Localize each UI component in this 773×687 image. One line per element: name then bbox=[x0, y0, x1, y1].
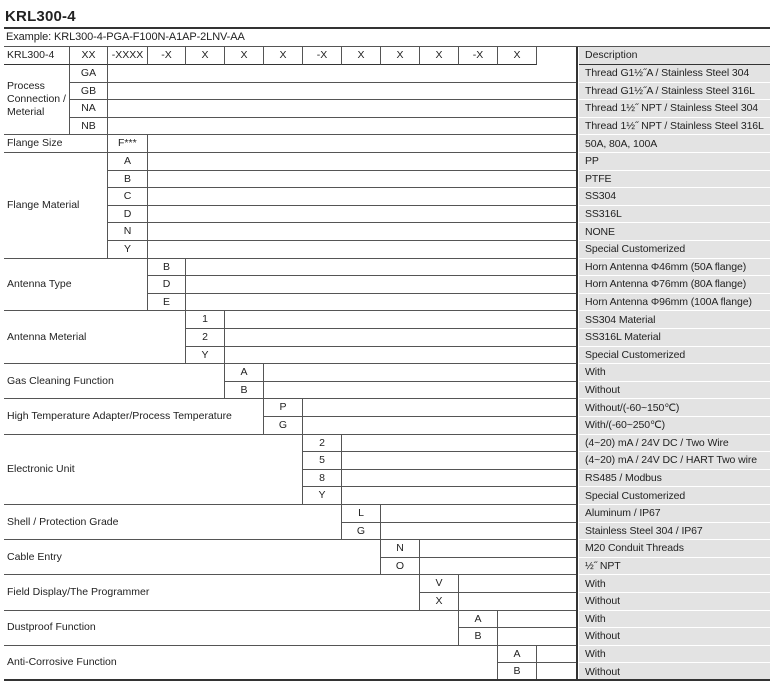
option-filler-7-0 bbox=[342, 435, 576, 453]
option-code-0-1: GB bbox=[70, 83, 108, 101]
option-filler-9-1 bbox=[420, 558, 576, 576]
option-filler-11-1 bbox=[498, 628, 576, 646]
option-description-6-1: With/(-60~250℃) bbox=[579, 417, 770, 435]
title-rule bbox=[4, 27, 770, 29]
option-code-8-0: L bbox=[342, 505, 381, 523]
option-description-9-0: M20 Conduit Threads bbox=[579, 540, 770, 558]
option-filler-11-0 bbox=[498, 611, 576, 629]
group-label-10: Field Display/The Programmer bbox=[4, 575, 420, 610]
option-code-7-1: 5 bbox=[303, 452, 342, 470]
option-code-7-0: 2 bbox=[303, 435, 342, 453]
header-code-0: KRL300-4 bbox=[4, 47, 70, 65]
option-filler-2-5 bbox=[148, 241, 576, 259]
description-header: Description bbox=[579, 47, 770, 65]
option-description-5-1: Without bbox=[579, 382, 770, 400]
option-description-11-0: With bbox=[579, 611, 770, 629]
header-code-12: X bbox=[498, 47, 537, 65]
option-code-2-3: D bbox=[108, 206, 148, 224]
option-filler-1-0 bbox=[148, 135, 576, 153]
option-filler-10-1 bbox=[459, 593, 576, 611]
option-description-3-1: Horn Antenna Φ76mm (80A flange) bbox=[579, 276, 770, 294]
option-filler-2-4 bbox=[148, 223, 576, 241]
option-description-2-3: SS316L bbox=[579, 206, 770, 224]
option-description-9-1: ½˝ NPT bbox=[579, 558, 770, 576]
option-description-12-0: With bbox=[579, 646, 770, 664]
option-code-5-0: A bbox=[225, 364, 264, 382]
option-code-0-0: GA bbox=[70, 65, 108, 83]
option-filler-5-1 bbox=[264, 382, 576, 400]
group-label-8: Shell / Protection Grade bbox=[4, 505, 342, 540]
option-code-4-0: 1 bbox=[186, 311, 225, 329]
option-filler-10-0 bbox=[459, 575, 576, 593]
option-filler-2-1 bbox=[148, 171, 576, 189]
option-description-0-2: Thread 1½˝ NPT / Stainless Steel 304 bbox=[579, 100, 770, 118]
option-code-2-1: B bbox=[108, 171, 148, 189]
option-filler-0-1 bbox=[108, 83, 576, 101]
option-description-0-1: Thread G1½˝A / Stainless Steel 316L bbox=[579, 83, 770, 101]
group-label-11: Dustproof Function bbox=[4, 611, 459, 646]
group-label-7: Electronic Unit bbox=[4, 435, 303, 505]
option-code-5-1: B bbox=[225, 382, 264, 400]
option-description-2-1: PTFE bbox=[579, 171, 770, 189]
option-description-1-0: 50A, 80A, 100A bbox=[579, 135, 770, 153]
option-code-1-0: F*** bbox=[108, 135, 148, 153]
option-filler-0-0 bbox=[108, 65, 576, 83]
option-code-2-5: Y bbox=[108, 241, 148, 259]
option-filler-4-0 bbox=[225, 311, 576, 329]
option-code-9-1: O bbox=[381, 558, 420, 576]
option-filler-2-0 bbox=[148, 153, 576, 171]
option-code-6-0: P bbox=[264, 399, 303, 417]
header-code-6: X bbox=[264, 47, 303, 65]
option-filler-8-1 bbox=[381, 523, 576, 541]
header-code-9: X bbox=[381, 47, 420, 65]
header-code-2: -XXXX bbox=[108, 47, 148, 65]
option-filler-7-2 bbox=[342, 470, 576, 488]
header-code-4: X bbox=[186, 47, 225, 65]
option-code-10-1: X bbox=[420, 593, 459, 611]
option-code-4-1: 2 bbox=[186, 329, 225, 347]
option-description-2-4: NONE bbox=[579, 223, 770, 241]
option-description-10-0: With bbox=[579, 575, 770, 593]
option-description-0-0: Thread G1½˝A / Stainless Steel 304 bbox=[579, 65, 770, 83]
option-code-4-2: Y bbox=[186, 347, 225, 365]
example-code: Example: KRL300-4-PGA-F100N-A1AP-2LNV-AA bbox=[6, 31, 245, 43]
option-filler-7-1 bbox=[342, 452, 576, 470]
option-description-3-2: Horn Antenna Φ96mm (100A flange) bbox=[579, 294, 770, 312]
option-code-3-1: D bbox=[148, 276, 186, 294]
group-label-3: Antenna Type bbox=[4, 259, 148, 312]
group-label-6: High Temperature Adapter/Process Temperature bbox=[4, 399, 264, 434]
group-label-9: Cable Entry bbox=[4, 540, 381, 575]
group-label-0: Process Connection / Meterial bbox=[4, 65, 70, 135]
option-description-6-0: Without/(-60~150℃) bbox=[579, 399, 770, 417]
option-filler-4-1 bbox=[225, 329, 576, 347]
group-label-2: Flange Material bbox=[4, 153, 108, 259]
option-code-12-1: B bbox=[498, 663, 537, 681]
option-code-6-1: G bbox=[264, 417, 303, 435]
header-code-3: -X bbox=[148, 47, 186, 65]
option-code-11-1: B bbox=[459, 628, 498, 646]
bottom-rule bbox=[4, 679, 770, 681]
option-description-8-1: Stainless Steel 304 / IP67 bbox=[579, 523, 770, 541]
option-filler-6-0 bbox=[303, 399, 576, 417]
option-description-4-2: Special Customerized bbox=[579, 347, 770, 365]
option-filler-9-0 bbox=[420, 540, 576, 558]
option-description-10-1: Without bbox=[579, 593, 770, 611]
option-code-2-4: N bbox=[108, 223, 148, 241]
option-code-2-2: C bbox=[108, 188, 148, 206]
option-filler-3-1 bbox=[186, 276, 576, 294]
header-code-1: XX bbox=[70, 47, 108, 65]
option-code-7-3: Y bbox=[303, 487, 342, 505]
option-filler-0-3 bbox=[108, 118, 576, 136]
product-title: KRL300-4 bbox=[5, 8, 76, 25]
option-filler-6-1 bbox=[303, 417, 576, 435]
option-description-7-1: (4~20) mA / 24V DC / HART Two wire bbox=[579, 452, 770, 470]
option-code-7-2: 8 bbox=[303, 470, 342, 488]
option-code-0-3: NB bbox=[70, 118, 108, 136]
option-description-7-3: Special Customerized bbox=[579, 487, 770, 505]
option-description-4-1: SS316L Material bbox=[579, 329, 770, 347]
option-filler-7-3 bbox=[342, 487, 576, 505]
option-description-4-0: SS304 Material bbox=[579, 311, 770, 329]
option-description-12-1: Without bbox=[579, 663, 770, 681]
option-code-11-0: A bbox=[459, 611, 498, 629]
option-filler-12-0 bbox=[537, 646, 576, 664]
option-code-2-0: A bbox=[108, 153, 148, 171]
option-filler-2-2 bbox=[148, 188, 576, 206]
option-code-9-0: N bbox=[381, 540, 420, 558]
option-description-11-1: Without bbox=[579, 628, 770, 646]
option-description-8-0: Aluminum / IP67 bbox=[579, 505, 770, 523]
option-description-5-0: With bbox=[579, 364, 770, 382]
option-code-3-0: B bbox=[148, 259, 186, 277]
option-filler-3-0 bbox=[186, 259, 576, 277]
group-label-5: Gas Cleaning Function bbox=[4, 364, 225, 399]
option-code-3-2: E bbox=[148, 294, 186, 312]
option-filler-5-0 bbox=[264, 364, 576, 382]
group-label-4: Antenna Meterial bbox=[4, 311, 186, 364]
option-filler-0-2 bbox=[108, 100, 576, 118]
option-description-7-2: RS485 / Modbus bbox=[579, 470, 770, 488]
option-description-2-2: SS304 bbox=[579, 188, 770, 206]
group-label-1: Flange Size bbox=[4, 135, 108, 153]
header-code-7: -X bbox=[303, 47, 342, 65]
header-code-5: X bbox=[225, 47, 264, 65]
option-description-7-0: (4~20) mA / 24V DC / Two Wire bbox=[579, 435, 770, 453]
option-code-8-1: G bbox=[342, 523, 381, 541]
option-description-2-5: Special Customerized bbox=[579, 241, 770, 259]
option-code-10-0: V bbox=[420, 575, 459, 593]
header-code-11: -X bbox=[459, 47, 498, 65]
option-code-0-2: NA bbox=[70, 100, 108, 118]
header-code-10: X bbox=[420, 47, 459, 65]
option-description-3-0: Horn Antenna Φ46mm (50A flange) bbox=[579, 259, 770, 277]
option-code-12-0: A bbox=[498, 646, 537, 664]
header-code-8: X bbox=[342, 47, 381, 65]
group-label-12: Anti-Corrosive Function bbox=[4, 646, 498, 681]
option-description-2-0: PP bbox=[579, 153, 770, 171]
option-filler-4-2 bbox=[225, 347, 576, 365]
option-filler-2-3 bbox=[148, 206, 576, 224]
option-description-0-3: Thread 1½˝ NPT / Stainless Steel 316L bbox=[579, 118, 770, 136]
option-filler-3-2 bbox=[186, 294, 576, 312]
description-divider bbox=[576, 47, 578, 679]
option-filler-8-0 bbox=[381, 505, 576, 523]
